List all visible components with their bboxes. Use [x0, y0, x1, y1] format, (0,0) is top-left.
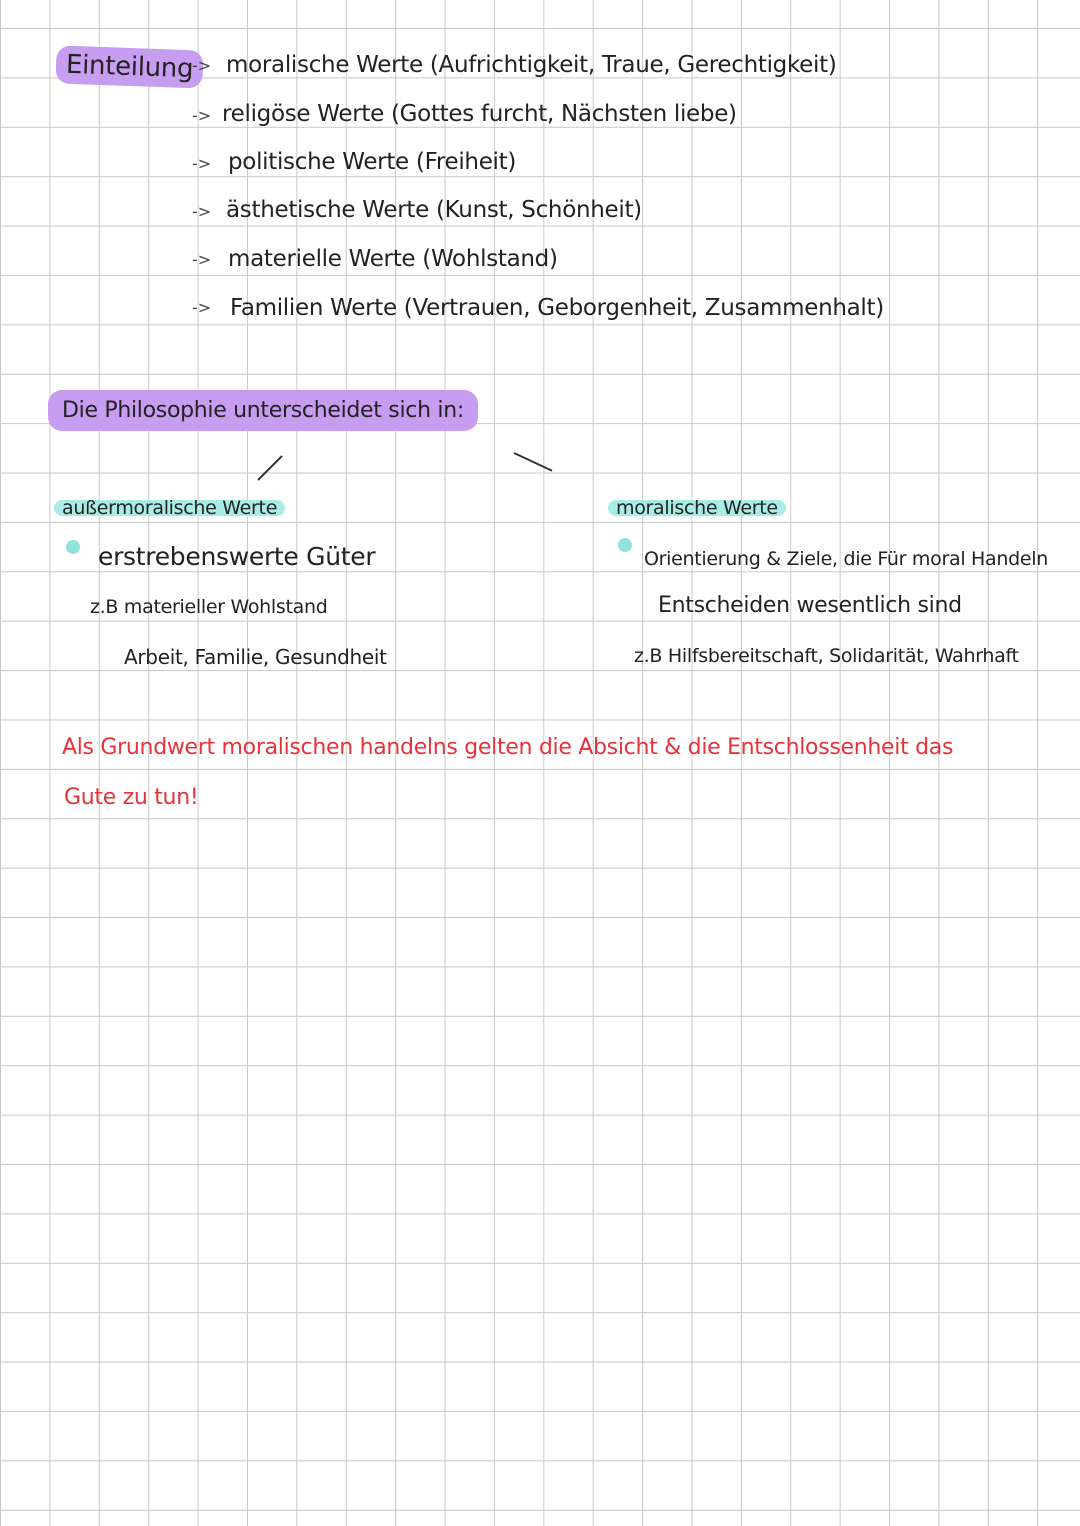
branch-line-right — [514, 452, 553, 472]
right-heading: moralische Werte — [608, 500, 786, 516]
left-bullet: erstrebenswerte Güter — [98, 542, 376, 571]
arrow-icon: -> — [192, 56, 212, 75]
arrow-icon: -> — [192, 154, 212, 173]
list-item: religöse Werte (Gottes furcht, Nächsten liebe) — [222, 101, 737, 127]
bullet-dot-icon — [66, 540, 80, 554]
branch-line-left — [257, 455, 282, 480]
right-bullet-line2: Entscheiden wesentlich sind — [658, 593, 962, 618]
list-item: ästhetische Werte (Kunst, Schönheit) — [226, 197, 642, 223]
left-example-line2: Arbeit, Familie, Gesundheit — [124, 645, 387, 669]
arrow-icon: -> — [192, 202, 212, 221]
conclusion-line1: Als Grundwert moralischen handelns gelten die Absicht & die Entschlossenheit das — [62, 735, 954, 760]
list-item: moralische Werte (Aufrichtigkeit, Traue, Gerechtigkeit) — [226, 52, 837, 78]
einteilung-label: Einteilung — [55, 45, 203, 88]
arrow-icon: -> — [192, 250, 212, 269]
right-bullet-line1: Orientierung & Ziele, die Für moral Handeln — [644, 548, 1048, 570]
right-example: z.B Hilfsbereitschaft, Solidarität, Wahrhaft — [634, 645, 1019, 667]
left-example-line1: z.B materieller Wohlstand — [90, 596, 328, 618]
arrow-icon: -> — [192, 106, 212, 125]
section-title: Die Philosophie unterscheidet sich in: — [48, 390, 478, 431]
conclusion-line2: Gute zu tun! — [64, 785, 199, 810]
arrow-icon: -> — [192, 298, 212, 317]
bullet-dot-icon — [618, 538, 632, 552]
list-item: Familien Werte (Vertrauen, Geborgenheit, Zusammenhalt) — [230, 295, 884, 321]
list-item: materielle Werte (Wohlstand) — [228, 246, 558, 272]
list-item: politische Werte (Freiheit) — [228, 149, 517, 175]
left-heading: außermoralische Werte — [54, 500, 285, 516]
